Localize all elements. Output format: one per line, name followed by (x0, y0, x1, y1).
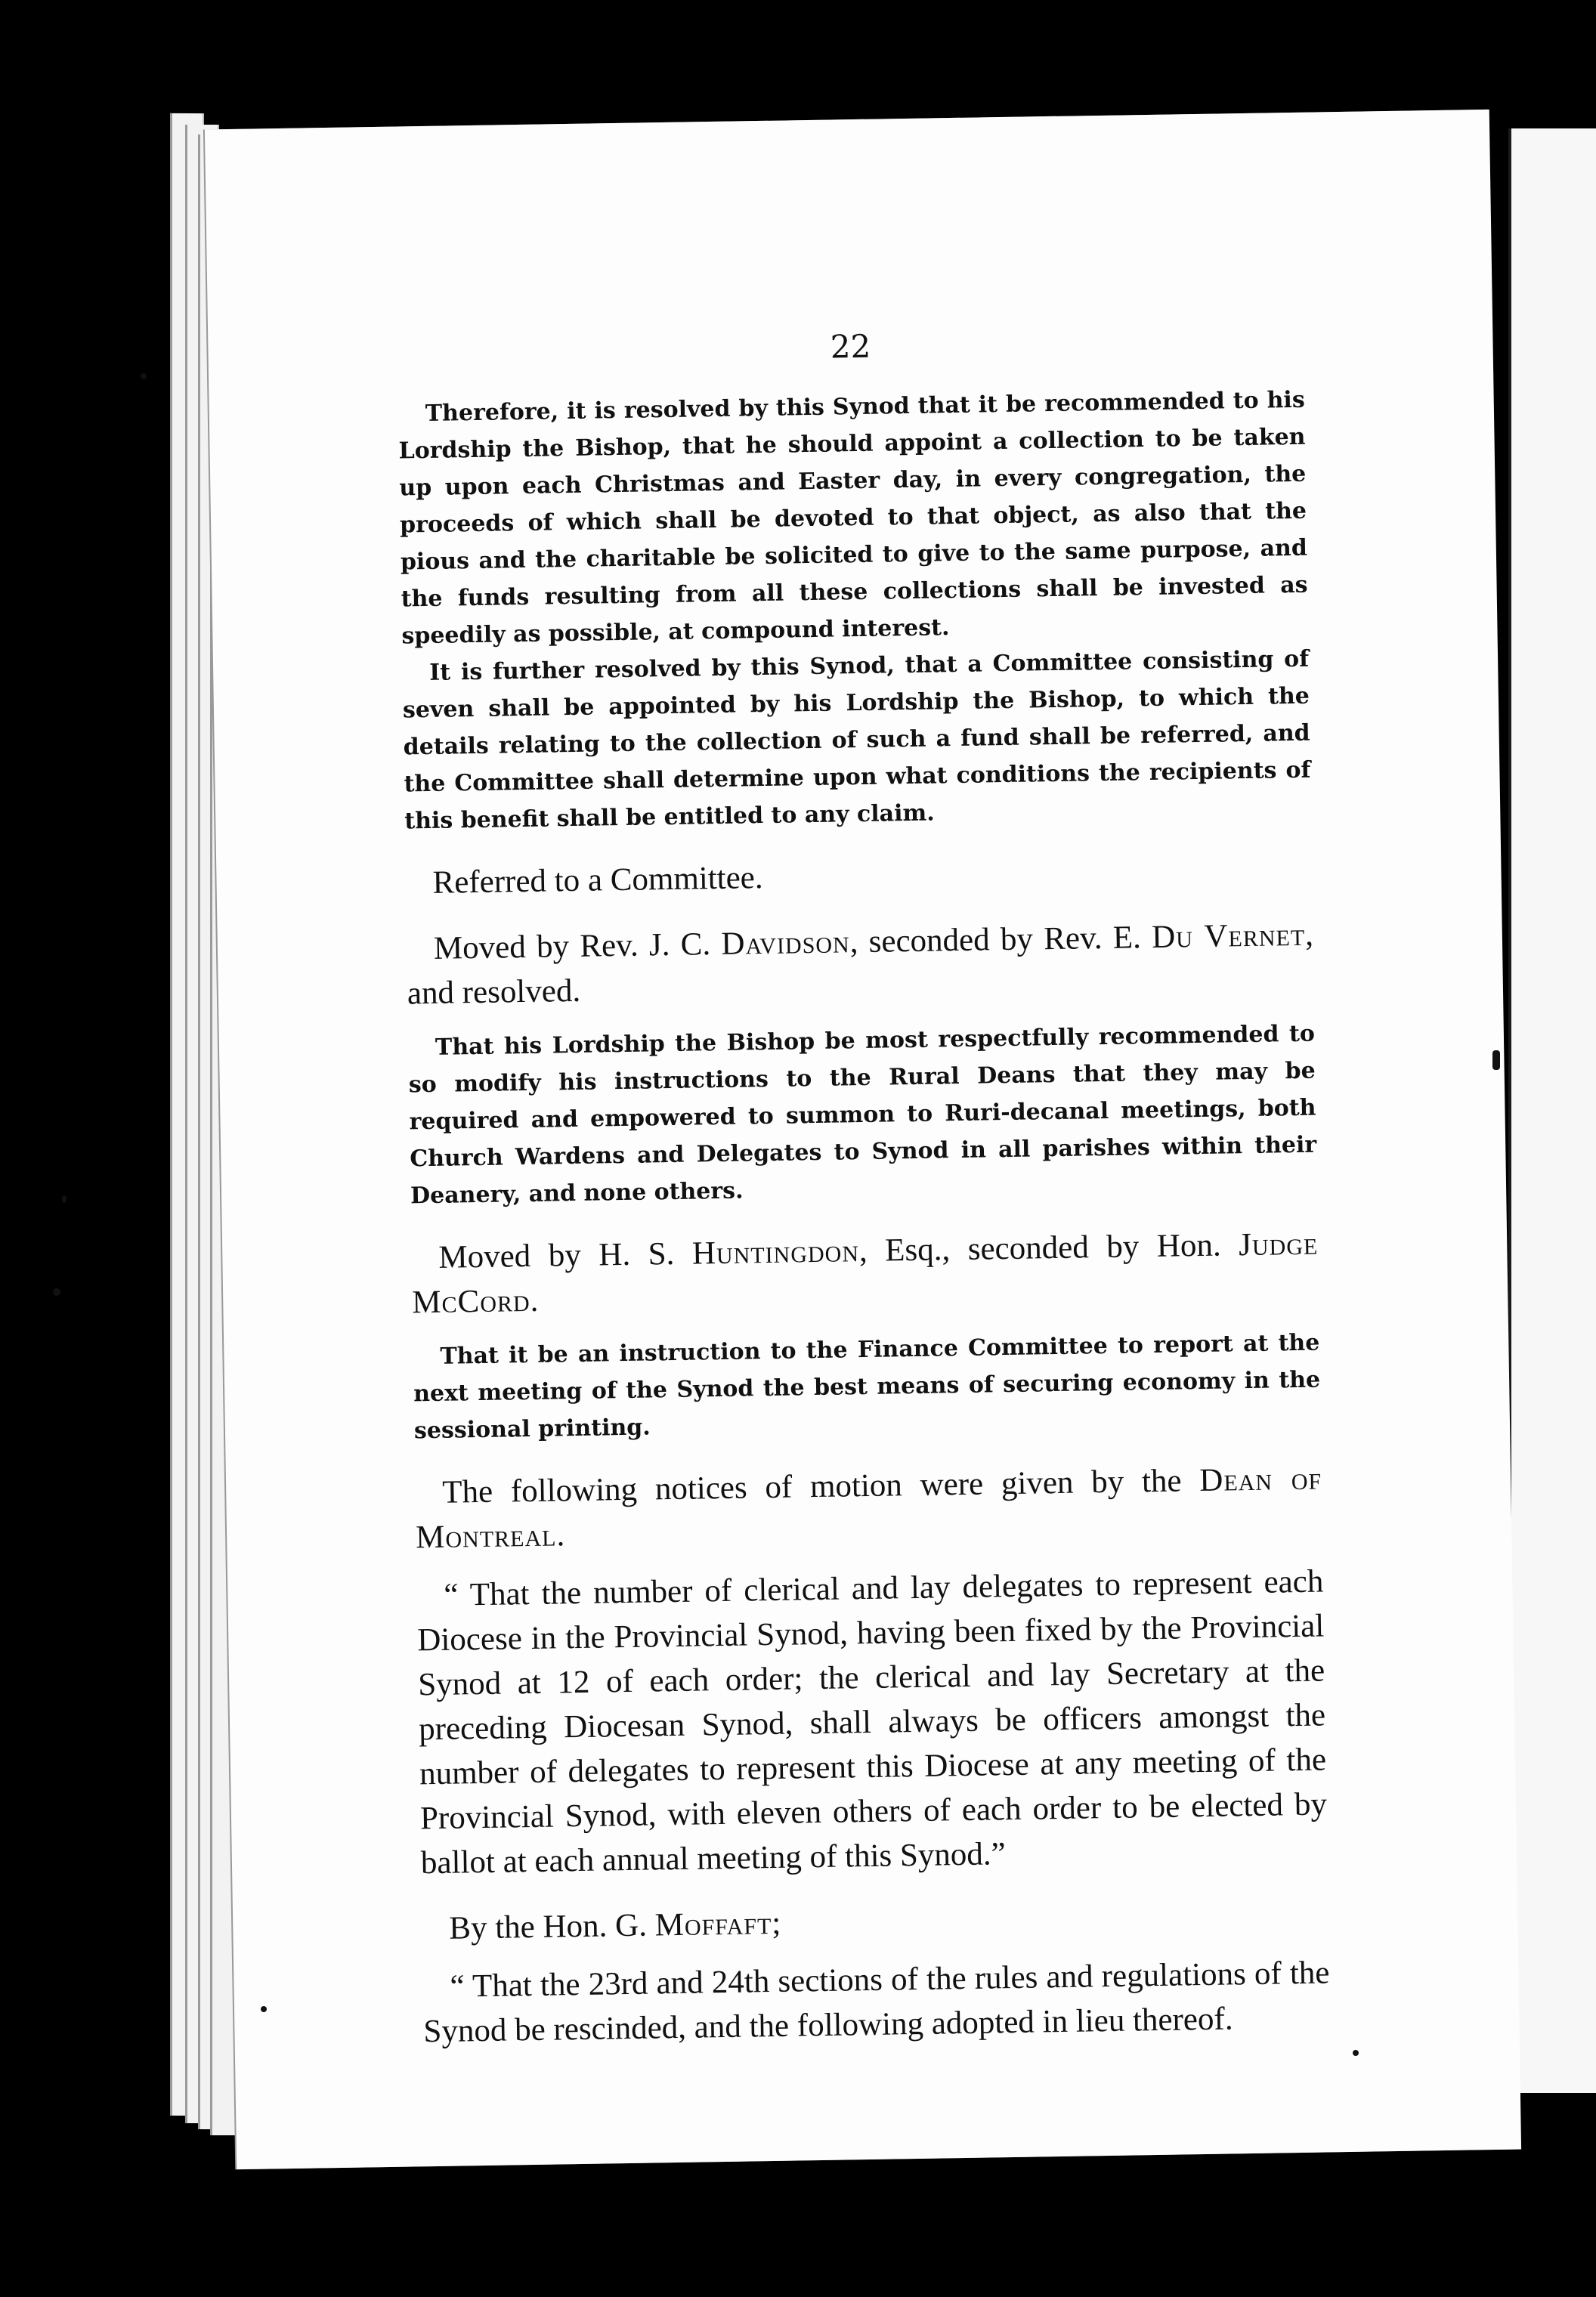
specks (1492, 1050, 1500, 1070)
mover-name: Davidson (721, 924, 850, 962)
moffaft-name: Moffaft (654, 1906, 772, 1943)
specks (62, 1195, 66, 1203)
specks (1353, 2050, 1359, 2056)
book-page (205, 110, 1521, 2169)
specks (141, 373, 147, 379)
by-end: ; (771, 1905, 781, 1942)
motion-davidson (407, 913, 1315, 1016)
referred-note: Referred to a Committee. (432, 860, 763, 901)
motion-mid: , seconded by Rev. E. (849, 920, 1142, 960)
dean-name: Dean of Montreal (415, 1461, 1322, 1556)
notices-intro: The following notices of motion were given by the (441, 1463, 1182, 1510)
facing-page (1508, 128, 1596, 2093)
motion-intro: Moved by H. S. (438, 1235, 675, 1275)
page-number: 22 (830, 327, 871, 366)
resolution-finance-committee: That it be an instruction to the Finance Committee to report at the next meeting of the Synod the best means of securing economy in the sessional printing. (413, 1329, 1321, 1445)
seconder-name: Judge McCord (411, 1226, 1319, 1321)
motion-end: . (530, 1282, 539, 1319)
specks (261, 2006, 267, 2012)
motion-intro: Moved by Rev. J. C. (433, 926, 711, 966)
by-intro: By the Hon. G. (448, 1907, 648, 1946)
resolution-rural-deans: That his Lordship the Bishop be most respectfully recommended to so modify his instructions to the Rural Deans that they may be required and empowered to summon to Ruri-decanal meetings, both Church Wardens and Delegates to Synod in all parishes within their Deanery, and none others. (408, 1020, 1317, 1210)
notices-of-motion (415, 1457, 1323, 1560)
seconder-name: Du Vernet (1151, 917, 1306, 955)
notice-rules: “ That the 23rd and 24th sections of the rules and regulations of the Synod be rescinded, and the following adopted in lieu thereof. (423, 1955, 1330, 2050)
mover-name: Huntingdon (691, 1233, 860, 1272)
page-content (397, 324, 1331, 2054)
resolution-paragraph-1: Therefore, it is resolved by this Synod that it be recommended to his Lordship the Bishop, that he should appoint a collection to be taken up upon each Christmas and Easter day, in every congregation, the proceeds of which shall be devoted to that object, as also that the pious and the charitable be solicited to give to the same purpose, and the funds resulting from all these collections shall be invested as speedily as possible, at compound interest. (398, 386, 1308, 650)
motion-end: , and resolved. (407, 917, 1314, 1012)
specks (53, 1288, 60, 1296)
notice-delegates: “ That the number of clerical and lay delegates to represent each Diocese in the Provincial Synod, having been fixed by the Provincial Synod at 12 of each order; the clerical and lay Secretary at the preceding Diocesan Synod, shall always be officers amongst the number of delegates to represent this Diocese at any meeting of the Provincial Synod, with eleven others of each order to be elected by ballot at each annual meeting of this Synod.” (416, 1563, 1328, 1881)
resolution-paragraph-2: It is further resolved by this Synod, that a Committee consisting of seven shall be appointed by his Lordship the Bishop, to which the details relating to the collection of such a fund shall be referred, and the Committee shall determine upon what conditions the recipients of this benefit shall be entitled to any claim. (402, 645, 1311, 835)
motion-mid: , Esq., seconded by Hon. (858, 1227, 1222, 1269)
notices-end: . (556, 1517, 565, 1553)
motion-huntingdon (411, 1222, 1319, 1325)
